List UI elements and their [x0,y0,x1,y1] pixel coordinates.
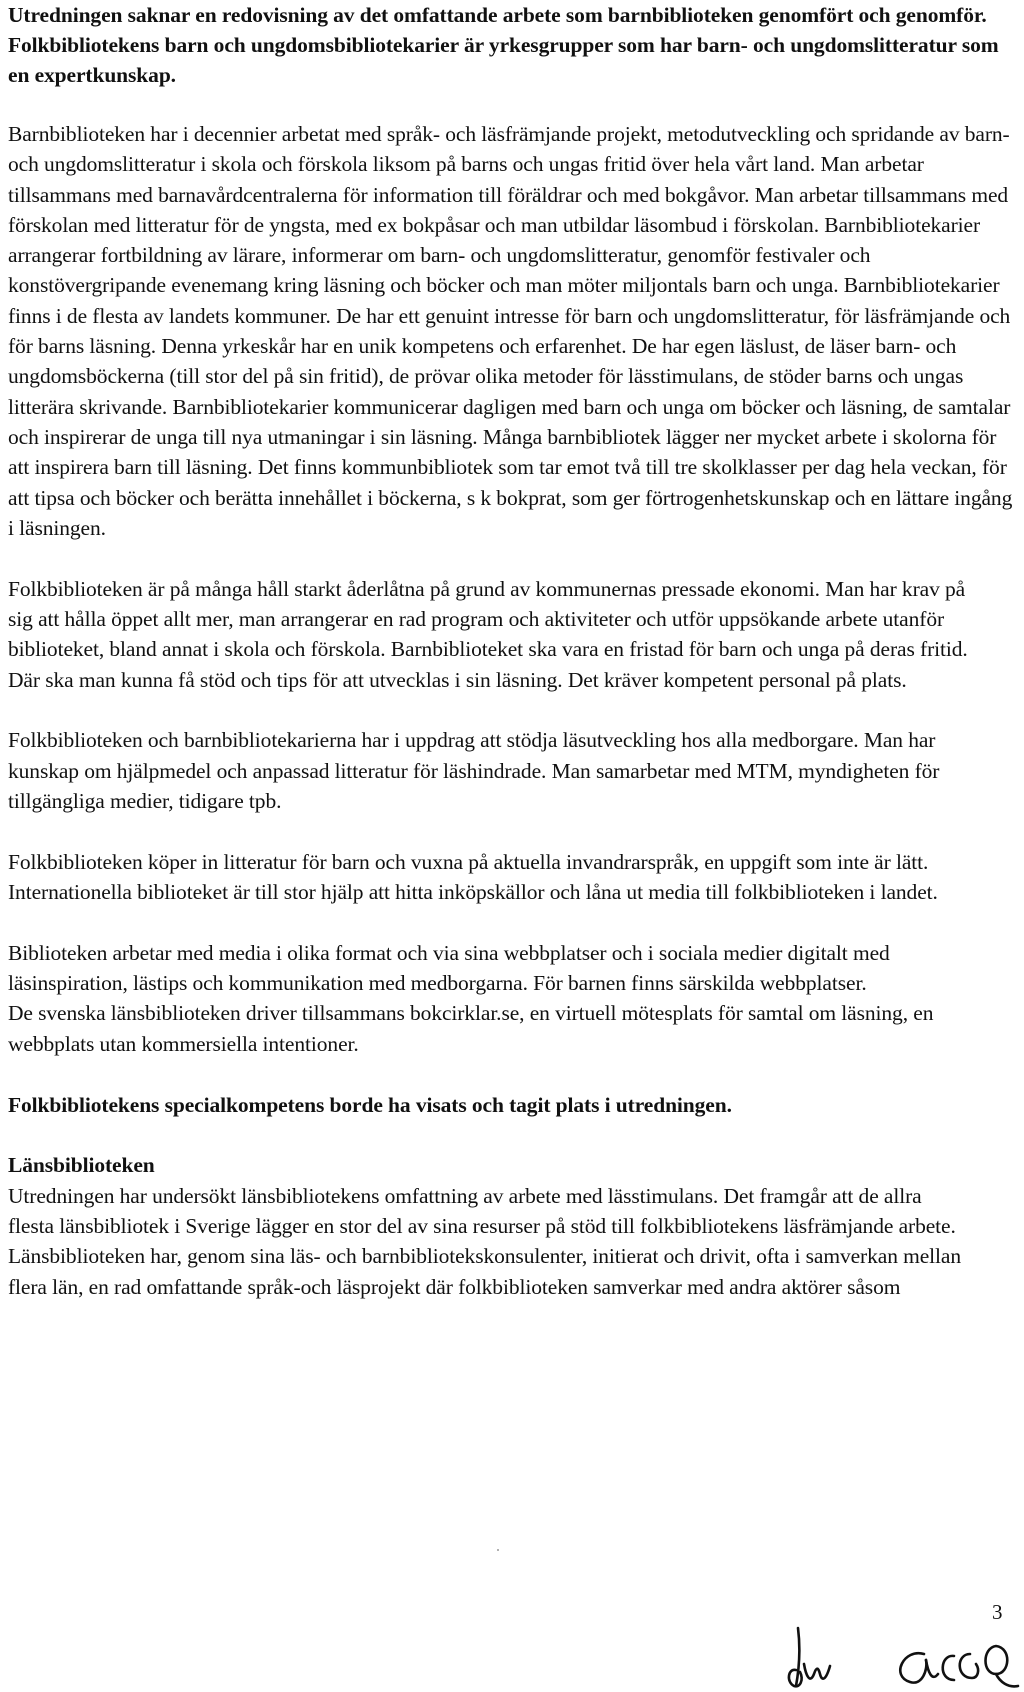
paragraph-gap [8,1120,1014,1151]
intro-bold-paragraph: Utredningen saknar en redovisning av det omfattande arbete som barnbiblioteken genomfört och genomför. Folkbibliotekens barn och ungdomsbibliotekarier är yrkesgrupper som har barn- och ungdomslitteratur som en expertkunskap. [8,3,999,87]
paragraph-gap [8,816,1014,847]
paragraph-gap [8,543,1014,574]
body-paragraph-media: Biblioteken arbetar med media i olika format och via sina webbplatser och i sociala medier digitalt med läsinspiration, lästips och kommunikation med medborgarna. För barnen finns särskilda webbplatser. [8,940,890,996]
paragraph-gap [8,90,1014,119]
conclusion-bold: Folkbibliotekens specialkompetens borde ha visats och tagit plats i utredningen. [8,1092,732,1117]
body-paragraph-lasutveckling: Folkbiblioteken och barnbibliotekarierna har i uppdrag att stödja läsutveckling hos alla medborgare. Man har kunskap om hjälpmedel och anpassad litteratur för läshindrade. Man samarbetar med MTM, myndigheten för tillgängliga medier, tidigare tpb. [8,728,940,813]
paragraph-gap [8,1059,1014,1090]
paragraph-gap [8,907,1014,938]
document-page [8,0,1014,1302]
body-paragraph-bokcirklar: De svenska länsbiblioteken driver tillsammans bokcirklar.se, en virtuell mötesplats för samtal om läsning, en webbplats utan kommersiella intentioner. [8,1001,934,1056]
body-paragraph-invandrarsprak: Folkbiblioteken köper in litteratur för barn och vuxna på aktuella invandrarspråk, en uppgift som inte är lätt. Internationella biblioteket är till stor hjälp att hitta inköpskällor och låna ut media till folkbiblioteken i landet. [8,849,938,905]
handwritten-initials-signature [786,1624,1022,1692]
page-number: 3 [992,1600,1003,1624]
scan-speck [497,1549,499,1551]
section-heading-lansbiblioteken: Länsbiblioteken [8,1153,155,1178]
body-paragraph-lansbiblioteken: Utredningen har undersökt länsbibliotekens omfattning av arbete med lässtimulans. Det framgår att de allra flesta länsbibliotek i Sverige lägger en stor del av sina resurser på stöd till folkbibliotekens läsfrämjande arbete. Länsbiblioteken har, genom sina läs- och barnbibliotekskonsulenter, initierat och drivit, ofta i samverkan mellan flera län, en rad omfattande språk-och läsprojekt där folkbiblioteken samverkar med andra aktörer såsom [8,1183,962,1299]
body-paragraph-economy: Folkbiblioteken är på många håll starkt åderlåtna på grund av kommunernas pressade ekonomi. Man har krav på sig att hålla öppet allt mer, man arrangerar en rad program och aktiviteter och utför uppsökande arbete utanför biblioteket, bland annat i skola och förskola. Barnbiblioteket ska vara en fristad för barn och unga på deras fritid. Där ska man kunna få stöd och tips för att utvecklas i sin läsning. Det kräver kompetent personal på plats. [8,576,968,692]
body-paragraph-barnbibliotek: Barnbiblioteken har i decennier arbetat med språk- och läsfrämjande projekt, metodutveckling och spridande av barn- och ungdomslitteratur i skola och förskola liksom på barns och ungas fritid över hela vårt land. Man arbetar tillsammans med barnavårdcentralerna för information till föräldrar och med bokgåvor. Man arbetar tillsammans med förskolan med litteratur för de yngsta, med ex bokpåsar och man utbildar läsombud i förskolan. Barnbibliotekarier arrangerar fortbildning av lärare, informerar om barn- och ungdomslitteratur, genomför festivaler och konstövergripande evenemang kring läsning och böcker och man möter miljontals barn och unga. Barnbibliotekarier finns i de flesta av landets kommuner. De har ett genuint intresse för barn och ungdomslitteratur, för läsfrämjande och för barns läsning. Denna yrkeskår har en unik kompetens och erfarenhet. De har egen läslust, de läser barn- och ungdomsböckerna (till stor del på sin fritid), de prövar olika metoder för lässtimulans, de stöder barns och ungas litterära skrivande. Barnbibliotekarier kommunicerar dagligen med barn och unga om böcker och läsning, de samtalar och inspirerar de unga till nya utmaningar i sin läsning. Många barnbibliotek lägger ner mycket arbete i skolorna för att inspirera barn till läsning. Det finns kommunbibliotek som tar emot två till tre skolklasser per dag hela veckan, för att tipsa och böcker och berätta innehållet i böckerna, s k bokprat, som ger förtrogenhetskunskap och en lättare ingång i läsningen. [8,122,1013,540]
paragraph-gap [8,695,1014,726]
